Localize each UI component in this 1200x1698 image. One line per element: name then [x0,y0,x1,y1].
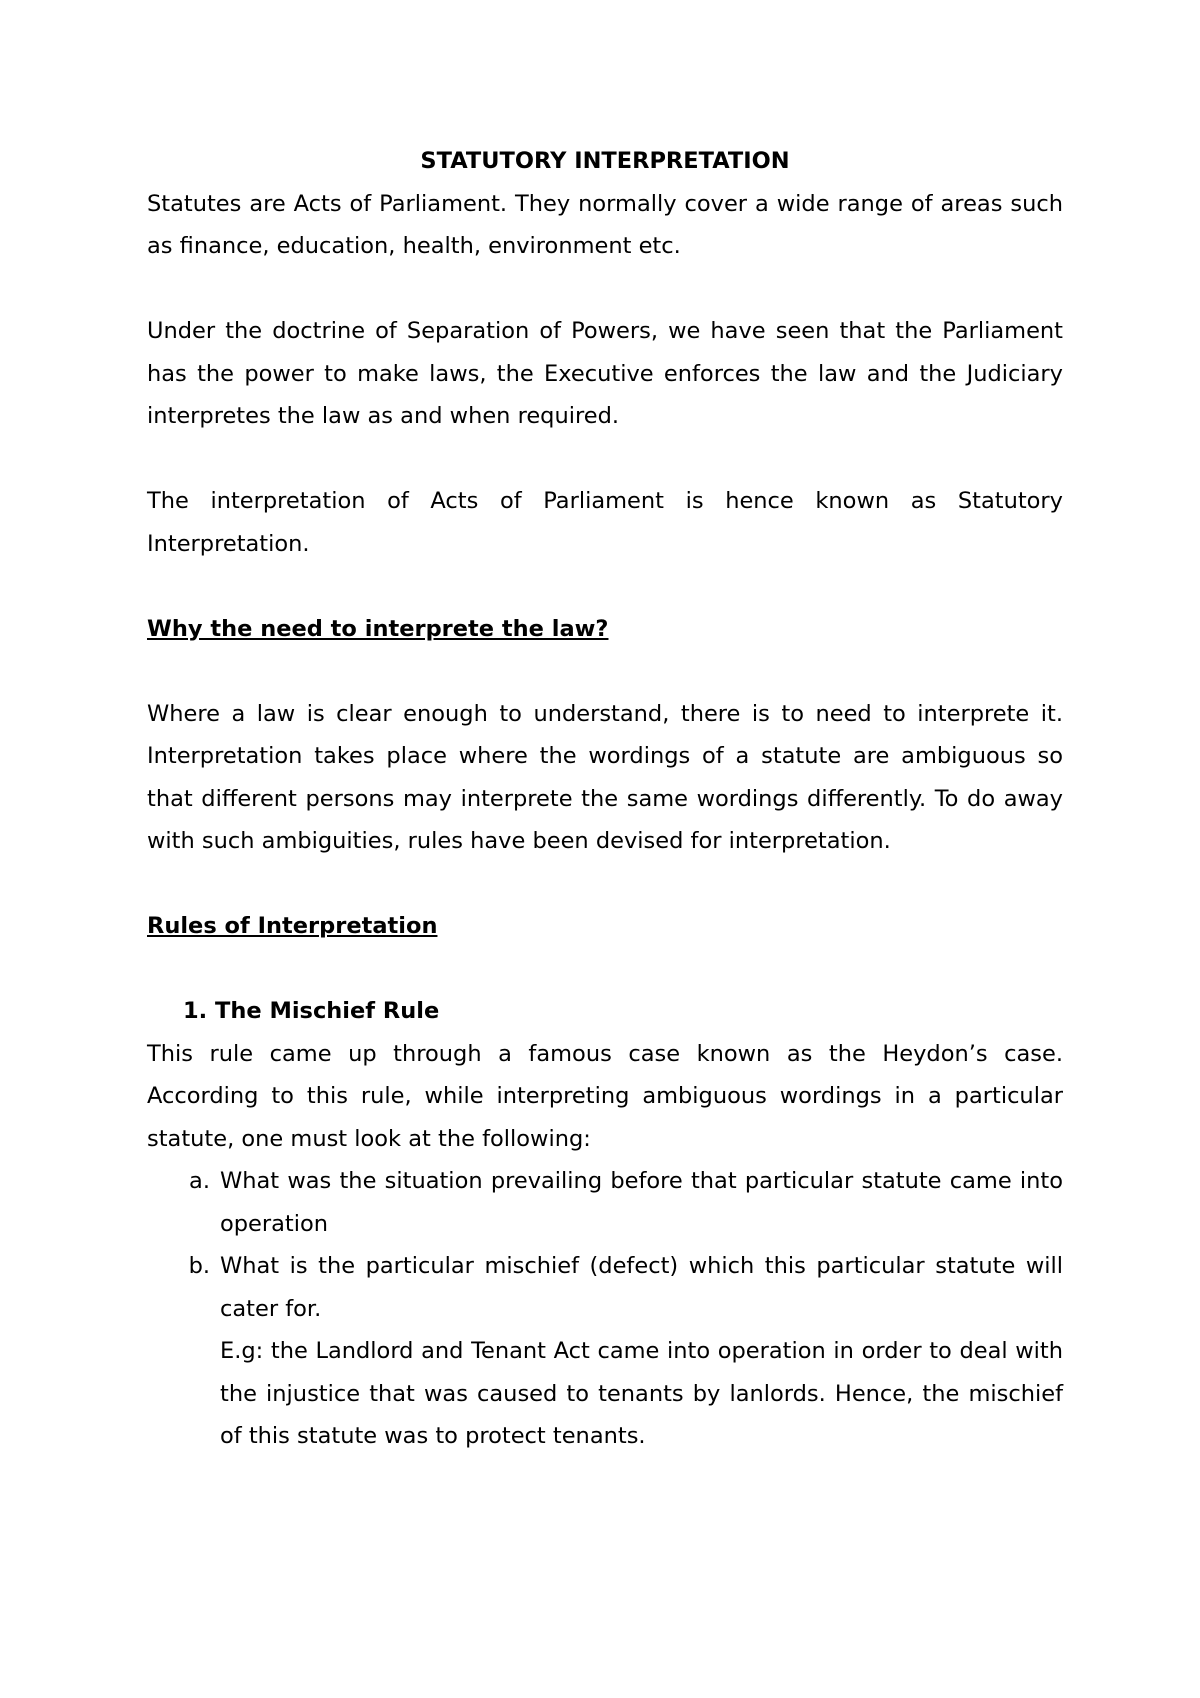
list-item [147,1245,1063,1458]
rule-1-paragraph: This rule came up through a famous case known as the Heydon’s case. According to this rule, while interpreting ambiguous wordings in a particular statute, one must look at the following: [147,1040,1063,1152]
list-marker: a. [189,1168,210,1194]
list-item-text: What was the situation prevailing before that particular statute came into operation [220,1168,1063,1237]
why-heading: Why the need to interprete the law? [147,615,609,642]
list-item-text: What is the particular mischief (defect) which this particular statute will cater for. [220,1253,1063,1322]
separation-paragraph: Under the doctrine of Separation of Powers, we have seen that the Parliament has the power to make laws, the Executive enforces the law and the Judiciary interpretes the law as and when required. [147,318,1063,429]
rules-heading: Rules of Interpretation [147,913,438,939]
intro-paragraph: Statutes are Acts of Parliament. They normally cover a wide range of areas such as finance, education, health, environment etc. [147,190,1063,259]
list-item-example: E.g: the Landlord and Tenant Act came into operation in order to deal with the injustice that was caused to tenants by lanlords. Hence, the mischief of this statute was to protect tenants. [220,1338,1063,1449]
document-page [147,140,1063,1458]
why-paragraph: Where a law is clear enough to understand, there is to need to interprete it. Interpretation takes place where the wordings of a statute are ambiguous so that different persons may interprete the same wordings differently. To do away with such ambiguities, rules have been devised for interpretation. [147,700,1063,854]
list-item-content [220,1245,1063,1458]
list-item-content [220,1160,1063,1245]
document-title: STATUTORY INTERPRETATION [420,148,790,174]
list-item [147,1160,1063,1245]
list-marker: b. [188,1253,210,1279]
rule-1-list [147,1160,1063,1458]
rule-1-heading [147,990,1063,1033]
definition-paragraph: The interpretation of Acts of Parliament is hence known as Statutory Interpretation. [147,488,1063,557]
rule-1-number: 1. [183,998,208,1024]
rule-1-title: The Mischief Rule [215,998,440,1024]
